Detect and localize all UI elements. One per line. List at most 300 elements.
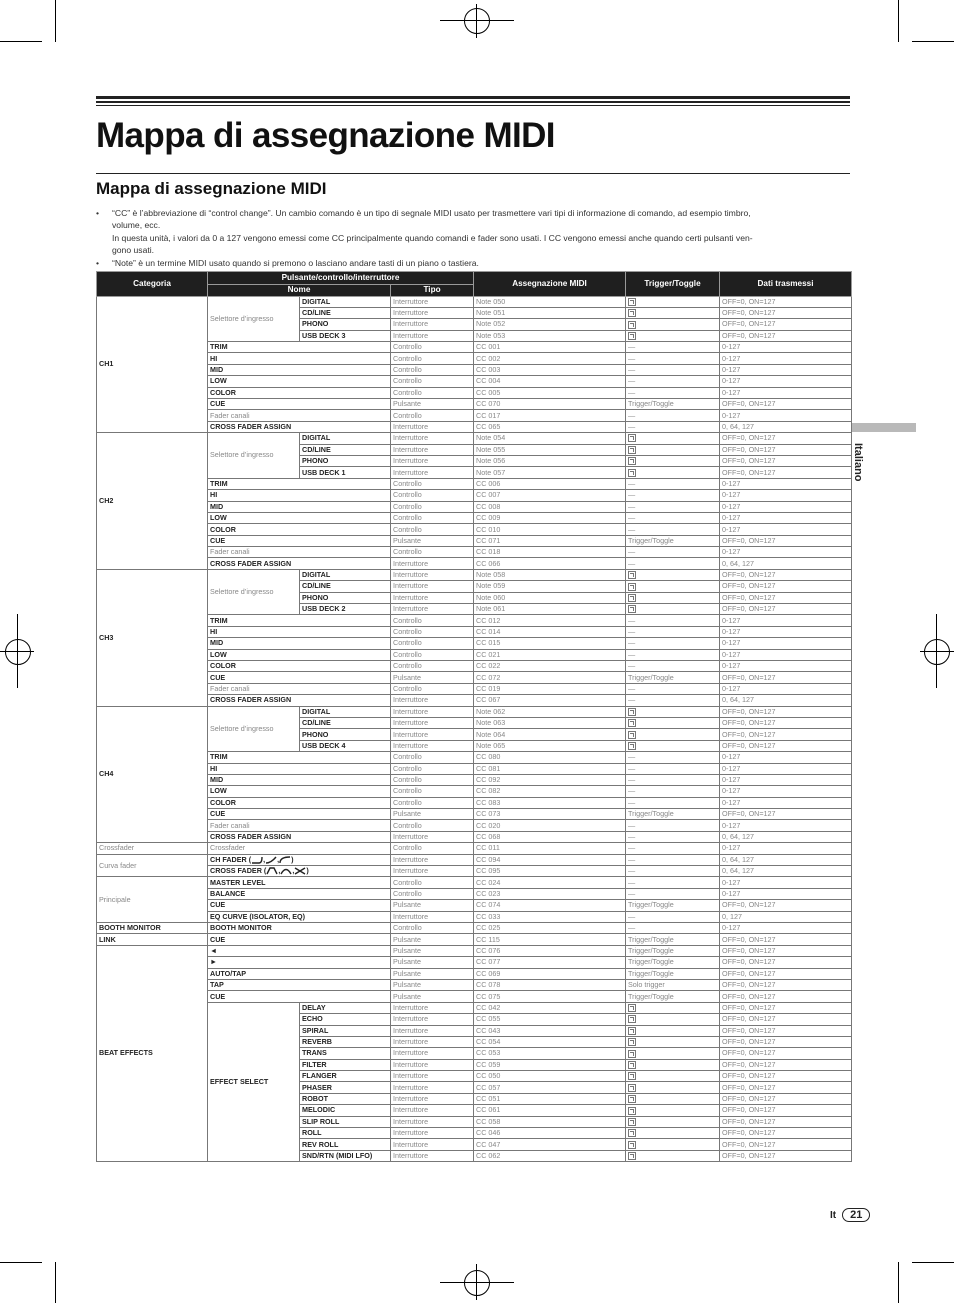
table-row xyxy=(97,752,852,763)
table-row xyxy=(97,387,852,398)
type-cell: Interruttore xyxy=(391,558,474,569)
data-cell: 0-127 xyxy=(720,843,852,854)
trigger-cell xyxy=(626,706,720,717)
table-row xyxy=(97,433,852,444)
name-cell: DELAY xyxy=(300,1002,391,1013)
type-cell: Controllo xyxy=(391,786,474,797)
data-cell: OFF=0, ON=127 xyxy=(720,900,852,911)
name-cell: CD/LINE xyxy=(300,307,391,318)
note-line: volume, ecc. xyxy=(112,220,161,231)
table-row xyxy=(97,706,852,717)
midi-cell: Note 059 xyxy=(474,581,626,592)
data-cell: OFF=0, ON=127 xyxy=(720,307,852,318)
midi-cell: CC 070 xyxy=(474,399,626,410)
name-cell: CROSS FADER ( , , ) xyxy=(208,866,391,877)
midi-cell: CC 066 xyxy=(474,558,626,569)
header-nome: Nome xyxy=(208,284,391,296)
midi-cell: CC 047 xyxy=(474,1139,626,1150)
data-cell: 0-127 xyxy=(720,820,852,831)
name-cell: Fader canali xyxy=(208,683,391,694)
midi-cell: CC 078 xyxy=(474,979,626,990)
trigger-cell: — xyxy=(626,512,720,523)
table-row xyxy=(97,512,852,523)
midi-cell: CC 094 xyxy=(474,854,626,865)
trigger-cell: — xyxy=(626,501,720,512)
name-cell: TRIM xyxy=(208,478,391,489)
notes-list xyxy=(96,207,846,269)
trigger-cell xyxy=(626,1025,720,1036)
midi-cell: CC 061 xyxy=(474,1105,626,1116)
name-cell: Fader canali xyxy=(208,820,391,831)
name-cell: TRIM xyxy=(208,752,391,763)
data-cell: 0-127 xyxy=(720,683,852,694)
name-cell: CUE xyxy=(208,934,391,945)
type-cell: Controllo xyxy=(391,524,474,535)
type-cell: Interruttore xyxy=(391,866,474,877)
name-cell: FLANGER xyxy=(300,1071,391,1082)
midi-cell: CC 020 xyxy=(474,820,626,831)
data-cell: 0-127 xyxy=(720,877,852,888)
data-cell: 0-127 xyxy=(720,410,852,421)
data-cell: OFF=0, ON=127 xyxy=(720,1048,852,1059)
name-cell: PHONO xyxy=(300,319,391,330)
toggle-icon xyxy=(628,708,636,716)
category-cell: Crossfader xyxy=(97,843,208,854)
data-cell: 0-127 xyxy=(720,786,852,797)
trigger-cell: — xyxy=(626,478,720,489)
midi-cell: CC 015 xyxy=(474,638,626,649)
midi-cell: CC 004 xyxy=(474,376,626,387)
data-cell: 0-127 xyxy=(720,478,852,489)
midi-cell: CC 083 xyxy=(474,797,626,808)
side-tab xyxy=(852,423,916,432)
trigger-cell: — xyxy=(626,410,720,421)
type-cell: Interruttore xyxy=(391,1036,474,1047)
trigger-cell xyxy=(626,1059,720,1070)
type-cell: Controllo xyxy=(391,752,474,763)
midi-cell: CC 073 xyxy=(474,809,626,820)
data-cell: 0, 64, 127 xyxy=(720,854,852,865)
trigger-cell xyxy=(626,569,720,580)
type-cell: Interruttore xyxy=(391,1048,474,1059)
name-cell: ► xyxy=(208,957,391,968)
midi-cell: Note 061 xyxy=(474,604,626,615)
data-cell: 0-127 xyxy=(720,387,852,398)
name-cell: HI xyxy=(208,490,391,501)
name-cell: REVERB xyxy=(300,1036,391,1047)
page-title: Mappa di assegnazione MIDI xyxy=(96,116,555,155)
toggle-icon xyxy=(628,457,636,465)
header-assegnazione: Assegnazione MIDI xyxy=(474,272,626,297)
midi-cell: CC 051 xyxy=(474,1093,626,1104)
type-cell: Controllo xyxy=(391,888,474,899)
data-cell: 0-127 xyxy=(720,512,852,523)
table-row xyxy=(97,547,852,558)
midi-cell: CC 095 xyxy=(474,866,626,877)
trigger-cell xyxy=(626,1139,720,1150)
data-cell: OFF=0, ON=127 xyxy=(720,444,852,455)
table-row xyxy=(97,649,852,660)
midi-cell: CC 007 xyxy=(474,490,626,501)
type-cell: Controllo xyxy=(391,478,474,489)
trigger-cell: — xyxy=(626,820,720,831)
trigger-cell xyxy=(626,1002,720,1013)
midi-cell: CC 062 xyxy=(474,1150,626,1161)
trigger-cell xyxy=(626,1116,720,1127)
name-cell: HI xyxy=(208,763,391,774)
type-cell: Interruttore xyxy=(391,1025,474,1036)
data-cell: 0-127 xyxy=(720,797,852,808)
trigger-cell xyxy=(626,433,720,444)
type-cell: Pulsante xyxy=(391,672,474,683)
trigger-cell xyxy=(626,729,720,740)
table-row xyxy=(97,911,852,922)
data-cell: 0-127 xyxy=(720,888,852,899)
type-cell: Interruttore xyxy=(391,854,474,865)
data-cell: OFF=0, ON=127 xyxy=(720,319,852,330)
type-cell: Interruttore xyxy=(391,421,474,432)
data-cell: 0-127 xyxy=(720,342,852,353)
title-rule xyxy=(96,173,850,174)
trigger-cell: — xyxy=(626,683,720,694)
trigger-cell: Trigger/Toggle xyxy=(626,968,720,979)
midi-cell: CC 115 xyxy=(474,934,626,945)
data-cell: OFF=0, ON=127 xyxy=(720,991,852,1002)
data-cell: OFF=0, ON=127 xyxy=(720,1036,852,1047)
type-cell: Pulsante xyxy=(391,900,474,911)
note-line: • “CC” è l’abbreviazione di “control change”. Un cambio comando è un tipo di segnale MIDI usato per trasmettere vari tipi di informazione di comando, ad esempio timbro, xyxy=(112,208,751,218)
table-row xyxy=(97,763,852,774)
data-cell: OFF=0, ON=127 xyxy=(720,467,852,478)
type-cell: Interruttore xyxy=(391,455,474,466)
midi-cell: CC 067 xyxy=(474,695,626,706)
data-cell: OFF=0, ON=127 xyxy=(720,455,852,466)
category-cell: Principale xyxy=(97,877,208,923)
midi-cell: Note 058 xyxy=(474,569,626,580)
crop-mark xyxy=(0,41,42,42)
midi-cell: CC 080 xyxy=(474,752,626,763)
trigger-cell xyxy=(626,1048,720,1059)
name-cell: EQ CURVE (ISOLATOR, EQ) xyxy=(208,911,391,922)
trigger-cell: — xyxy=(626,376,720,387)
trigger-cell: — xyxy=(626,922,720,933)
data-cell: OFF=0, ON=127 xyxy=(720,1139,852,1150)
data-cell: OFF=0, ON=127 xyxy=(720,979,852,990)
toggle-icon xyxy=(628,1129,636,1137)
data-cell: OFF=0, ON=127 xyxy=(720,330,852,341)
name-cell: MID xyxy=(208,774,391,785)
table-row xyxy=(97,376,852,387)
name-cell: ◄ xyxy=(208,945,391,956)
crop-mark xyxy=(898,1262,899,1303)
toggle-icon xyxy=(628,1107,636,1115)
trigger-cell xyxy=(626,1071,720,1082)
trigger-cell: Trigger/Toggle xyxy=(626,991,720,1002)
trigger-cell: — xyxy=(626,877,720,888)
name-cell: COLOR xyxy=(208,387,391,398)
midi-cell: CC 011 xyxy=(474,843,626,854)
trigger-cell: — xyxy=(626,353,720,364)
type-cell: Interruttore xyxy=(391,831,474,842)
type-cell: Controllo xyxy=(391,820,474,831)
midi-cell: CC 002 xyxy=(474,353,626,364)
data-cell: OFF=0, ON=127 xyxy=(720,809,852,820)
group-cell: Selettore d’ingresso xyxy=(208,296,300,342)
midi-cell: Note 057 xyxy=(474,467,626,478)
type-cell: Controllo xyxy=(391,763,474,774)
name-cell: PHONO xyxy=(300,455,391,466)
type-cell: Interruttore xyxy=(391,1059,474,1070)
data-cell: OFF=0, ON=127 xyxy=(720,535,852,546)
name-cell: Fader canali xyxy=(208,410,391,421)
note-line: gono usati. xyxy=(112,245,155,256)
midi-cell: CC 003 xyxy=(474,364,626,375)
toggle-icon xyxy=(628,1072,636,1080)
name-cell: BOOTH MONITOR xyxy=(208,922,391,933)
trigger-cell: — xyxy=(626,490,720,501)
midi-cell: CC 053 xyxy=(474,1048,626,1059)
data-cell: 0-127 xyxy=(720,774,852,785)
data-cell: 0, 127 xyxy=(720,911,852,922)
name-cell: MID xyxy=(208,501,391,512)
midi-cell: CC 046 xyxy=(474,1128,626,1139)
midi-cell: CC 012 xyxy=(474,615,626,626)
name-cell: MID xyxy=(208,364,391,375)
type-cell: Controllo xyxy=(391,615,474,626)
trigger-cell: — xyxy=(626,558,720,569)
type-cell: Interruttore xyxy=(391,911,474,922)
type-cell: Controllo xyxy=(391,364,474,375)
table-row xyxy=(97,626,852,637)
trigger-cell xyxy=(626,592,720,603)
type-cell: Controllo xyxy=(391,683,474,694)
name-cell: LOW xyxy=(208,512,391,523)
data-cell: OFF=0, ON=127 xyxy=(720,968,852,979)
midi-cell: Note 055 xyxy=(474,444,626,455)
trigger-cell: — xyxy=(626,888,720,899)
table-row xyxy=(97,866,852,877)
name-cell: USB DECK 2 xyxy=(300,604,391,615)
note-item xyxy=(96,257,846,269)
type-cell: Controllo xyxy=(391,774,474,785)
trigger-cell: Trigger/Toggle xyxy=(626,934,720,945)
table-row xyxy=(97,683,852,694)
midi-cell: CC 071 xyxy=(474,535,626,546)
trigger-cell: — xyxy=(626,797,720,808)
midi-cell: CC 043 xyxy=(474,1025,626,1036)
name-cell: COLOR xyxy=(208,797,391,808)
data-cell: 0-127 xyxy=(720,638,852,649)
name-cell: CUE xyxy=(208,399,391,410)
data-cell: 0-127 xyxy=(720,763,852,774)
name-cell: COLOR xyxy=(208,524,391,535)
type-cell: Controllo xyxy=(391,342,474,353)
trigger-cell xyxy=(626,1014,720,1025)
toggle-icon xyxy=(628,298,636,306)
midi-cell: CC 001 xyxy=(474,342,626,353)
data-cell: 0, 64, 127 xyxy=(720,866,852,877)
midi-cell: CC 058 xyxy=(474,1116,626,1127)
type-cell: Interruttore xyxy=(391,1093,474,1104)
midi-cell: CC 022 xyxy=(474,661,626,672)
table-row xyxy=(97,934,852,945)
midi-map-table xyxy=(96,271,852,1162)
trigger-cell: Trigger/Toggle xyxy=(626,900,720,911)
name-cell: DIGITAL xyxy=(300,433,391,444)
header-categoria: Categoria xyxy=(97,272,208,297)
trigger-cell: Trigger/Toggle xyxy=(626,945,720,956)
table-row xyxy=(97,410,852,421)
type-cell: Interruttore xyxy=(391,740,474,751)
trigger-cell xyxy=(626,1036,720,1047)
type-cell: Controllo xyxy=(391,843,474,854)
category-cell: LINK xyxy=(97,934,208,945)
table-row xyxy=(97,979,852,990)
data-cell: OFF=0, ON=127 xyxy=(720,957,852,968)
toggle-icon xyxy=(628,1050,636,1058)
data-cell: OFF=0, ON=127 xyxy=(720,433,852,444)
toggle-icon xyxy=(628,1141,636,1149)
name-text: CH FADER ( xyxy=(210,854,252,864)
registration-mark-icon xyxy=(924,639,950,665)
name-cell: TRANS xyxy=(300,1048,391,1059)
data-cell: OFF=0, ON=127 xyxy=(720,604,852,615)
trigger-cell xyxy=(626,467,720,478)
name-cell: PHONO xyxy=(300,729,391,740)
type-cell: Interruttore xyxy=(391,467,474,478)
trigger-cell xyxy=(626,444,720,455)
table-row xyxy=(97,1002,852,1013)
midi-cell: CC 074 xyxy=(474,900,626,911)
trigger-cell xyxy=(626,307,720,318)
table-row xyxy=(97,809,852,820)
midi-cell: Note 052 xyxy=(474,319,626,330)
name-cell: USB DECK 4 xyxy=(300,740,391,751)
type-cell: Interruttore xyxy=(391,330,474,341)
midi-cell: CC 021 xyxy=(474,649,626,660)
fader-curve-icon xyxy=(279,856,291,864)
data-cell: 0-127 xyxy=(720,353,852,364)
type-cell: Pulsante xyxy=(391,979,474,990)
data-cell: 0-127 xyxy=(720,547,852,558)
midi-cell: CC 009 xyxy=(474,512,626,523)
data-cell: OFF=0, ON=127 xyxy=(720,672,852,683)
trigger-cell: — xyxy=(626,763,720,774)
name-cell: TAP xyxy=(208,979,391,990)
name-cell: PHONO xyxy=(300,592,391,603)
toggle-icon xyxy=(628,309,636,317)
toggle-icon xyxy=(628,469,636,477)
data-cell: OFF=0, ON=127 xyxy=(720,1014,852,1025)
type-cell: Controllo xyxy=(391,512,474,523)
midi-cell: CC 024 xyxy=(474,877,626,888)
trigger-cell xyxy=(626,717,720,728)
toggle-icon xyxy=(628,583,636,591)
name-cell: MID xyxy=(208,638,391,649)
midi-cell: Note 065 xyxy=(474,740,626,751)
midi-cell: CC 014 xyxy=(474,626,626,637)
registration-mark-icon xyxy=(464,1270,490,1296)
name-cell: ROLL xyxy=(300,1128,391,1139)
midi-cell: CC 075 xyxy=(474,991,626,1002)
trigger-cell: — xyxy=(626,524,720,535)
data-cell: 0-127 xyxy=(720,524,852,535)
toggle-icon xyxy=(628,1027,636,1035)
type-cell: Interruttore xyxy=(391,319,474,330)
type-cell: Controllo xyxy=(391,922,474,933)
type-cell: Interruttore xyxy=(391,592,474,603)
name-cell: AUTO/TAP xyxy=(208,968,391,979)
midi-cell: Note 050 xyxy=(474,296,626,307)
trigger-cell xyxy=(626,455,720,466)
page-footer xyxy=(830,1208,870,1222)
midi-cell: CC 072 xyxy=(474,672,626,683)
table-row xyxy=(97,296,852,307)
page-number: 21 xyxy=(842,1208,870,1222)
name-cell: ROBOT xyxy=(300,1093,391,1104)
midi-cell: Note 056 xyxy=(474,455,626,466)
category-cell: CH2 xyxy=(97,433,208,570)
type-cell: Interruttore xyxy=(391,1002,474,1013)
data-cell: OFF=0, ON=127 xyxy=(720,717,852,728)
type-cell: Interruttore xyxy=(391,307,474,318)
toggle-icon xyxy=(628,742,636,750)
type-cell: Interruttore xyxy=(391,581,474,592)
data-cell: 0-127 xyxy=(720,364,852,375)
section-title: Mappa di assegnazione MIDI xyxy=(96,179,327,198)
table-row xyxy=(97,478,852,489)
data-cell: OFF=0, ON=127 xyxy=(720,592,852,603)
type-cell: Interruttore xyxy=(391,1139,474,1150)
name-cell: HI xyxy=(208,626,391,637)
name-cell: DIGITAL xyxy=(300,706,391,717)
midi-cell: CC 033 xyxy=(474,911,626,922)
name-cell: CUE xyxy=(208,535,391,546)
trigger-cell xyxy=(626,1128,720,1139)
toggle-icon xyxy=(628,1084,636,1092)
data-cell: OFF=0, ON=127 xyxy=(720,399,852,410)
trigger-cell: — xyxy=(626,866,720,877)
midi-cell: Note 063 xyxy=(474,717,626,728)
type-cell: Interruttore xyxy=(391,1116,474,1127)
name-cell: CH FADER ( , , ) xyxy=(208,854,391,865)
registration-mark-icon xyxy=(464,8,490,34)
midi-cell: CC 065 xyxy=(474,421,626,432)
type-cell: Pulsante xyxy=(391,399,474,410)
trigger-cell xyxy=(626,1093,720,1104)
name-cell: BALANCE xyxy=(208,888,391,899)
fader-curve-icon xyxy=(280,867,292,875)
midi-cell: CC 055 xyxy=(474,1014,626,1025)
midi-cell: CC 017 xyxy=(474,410,626,421)
data-cell: 0-127 xyxy=(720,615,852,626)
name-cell: LOW xyxy=(208,376,391,387)
type-cell: Controllo xyxy=(391,547,474,558)
name-cell: CUE xyxy=(208,672,391,683)
midi-cell: CC 005 xyxy=(474,387,626,398)
name-cell: CD/LINE xyxy=(300,444,391,455)
type-cell: Pulsante xyxy=(391,934,474,945)
midi-cell: CC 092 xyxy=(474,774,626,785)
crop-mark xyxy=(0,1262,42,1263)
note-item xyxy=(96,207,846,257)
toggle-icon xyxy=(628,434,636,442)
header-rule xyxy=(96,105,850,106)
trigger-cell: — xyxy=(626,421,720,432)
trigger-cell: Solo trigger xyxy=(626,979,720,990)
data-cell: 0-127 xyxy=(720,376,852,387)
trigger-cell: — xyxy=(626,342,720,353)
